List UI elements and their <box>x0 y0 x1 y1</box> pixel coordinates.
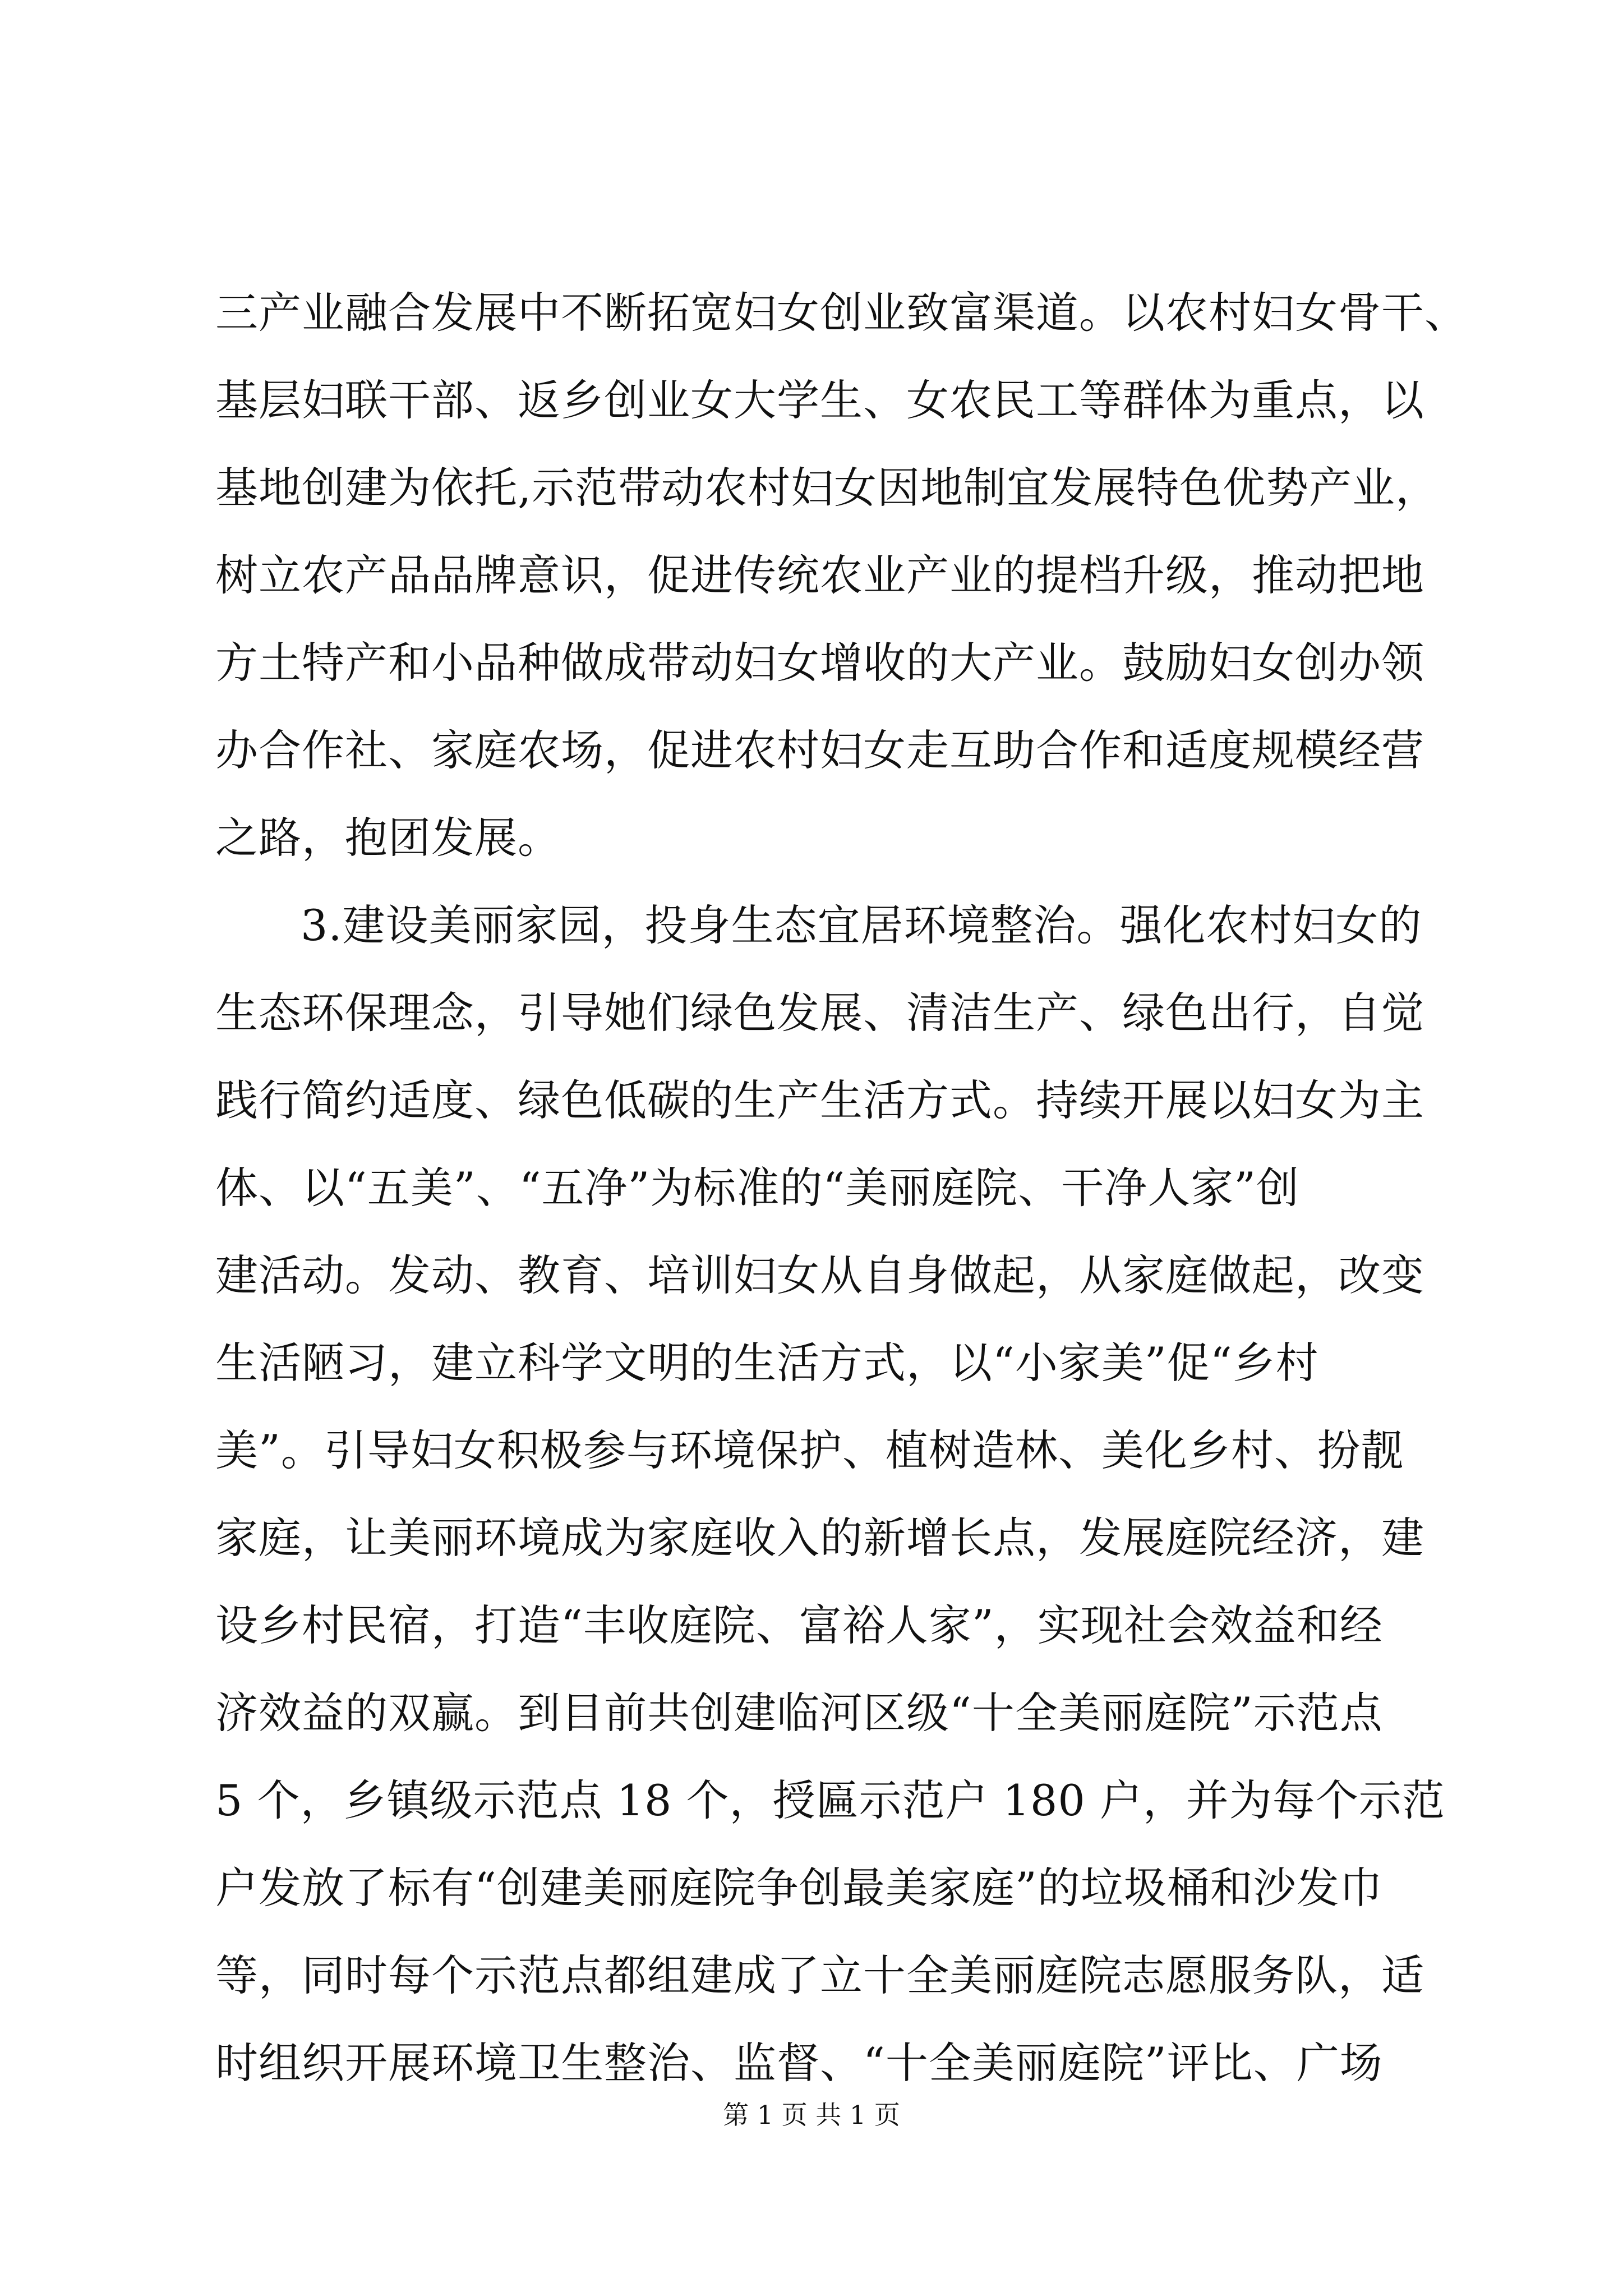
text-line: 生态环保理念，引导她们绿色发展、清洁生产、绿色出行，自觉 <box>215 988 1424 1038</box>
text-line: 美”。引导妇女积极参与环境保护、植树造林、美化乡村、扮靓 <box>215 1425 1404 1475</box>
text-line: 等，同时每个示范点都组建成了立十全美丽庭院志愿服务队，适 <box>215 1950 1424 2000</box>
text-line: 基层妇联干部、返乡创业女大学生、女农民工等群体为重点，以 <box>215 375 1424 425</box>
text-line: 三产业融合发展中不断拓宽妇女创业致富渠道。以农村妇女骨干、 <box>215 288 1468 338</box>
text-line: 5 个，乡镇级示范点 18 个，授匾示范户 180 户，并为每个示范 <box>215 1775 1445 1825</box>
text-line: 体、以“五美”、“五净”为标准的“美丽庭院、干净人家”创 <box>215 1163 1300 1213</box>
text-line: 建活动。发动、教育、培训妇女从自身做起，从家庭做起，改变 <box>215 1250 1424 1300</box>
text-line: 生活陋习，建立科学文明的生活方式，以“小家美”促“乡村 <box>215 1338 1319 1388</box>
text-line: 户发放了标有“创建美丽庭院争创最美家庭”的垃圾桶和沙发巾 <box>215 1863 1383 1913</box>
text-line: 办合作社、家庭农场，促进农村妇女走互助合作和适度规模经营 <box>215 725 1424 775</box>
document-body <box>215 269 1505 2107</box>
text-line: 设乡村民宿，打造“丰收庭院、富裕人家”，实现社会效益和经 <box>215 1600 1383 1650</box>
text-line: 时组织开展环境卫生整治、监督、“十全美丽庭院”评比、广场 <box>215 2038 1383 2088</box>
text-line: 济效益的双赢。到目前共创建临河区级“十全美丽庭院”示范点 <box>215 1688 1383 1738</box>
text-line: 之路，抱团发展。 <box>215 813 561 863</box>
text-line: 方土特产和小品种做成带动妇女增收的大产业。鼓励妇女创办领 <box>215 638 1424 688</box>
text-line: 家庭，让美丽环境成为家庭收入的新增长点，发展庭院经济，建 <box>215 1513 1424 1563</box>
text-line: 树立农产品品牌意识，促进传统农业产业的提档升级，推动把地 <box>215 550 1424 600</box>
text-line: 践行简约适度、绿色低碳的生产生活方式。持续开展以妇女为主 <box>215 1075 1424 1125</box>
text-line: 基地创建为依托,示范带动农村妇女因地制宜发展特色优势产业， <box>215 463 1439 513</box>
page-number-footer: 第 1 页 共 1 页 <box>723 2100 900 2130</box>
section-heading-line: 3.建设美丽家园，投身生态宜居环境整治。强化农村妇女的 <box>301 900 1422 950</box>
